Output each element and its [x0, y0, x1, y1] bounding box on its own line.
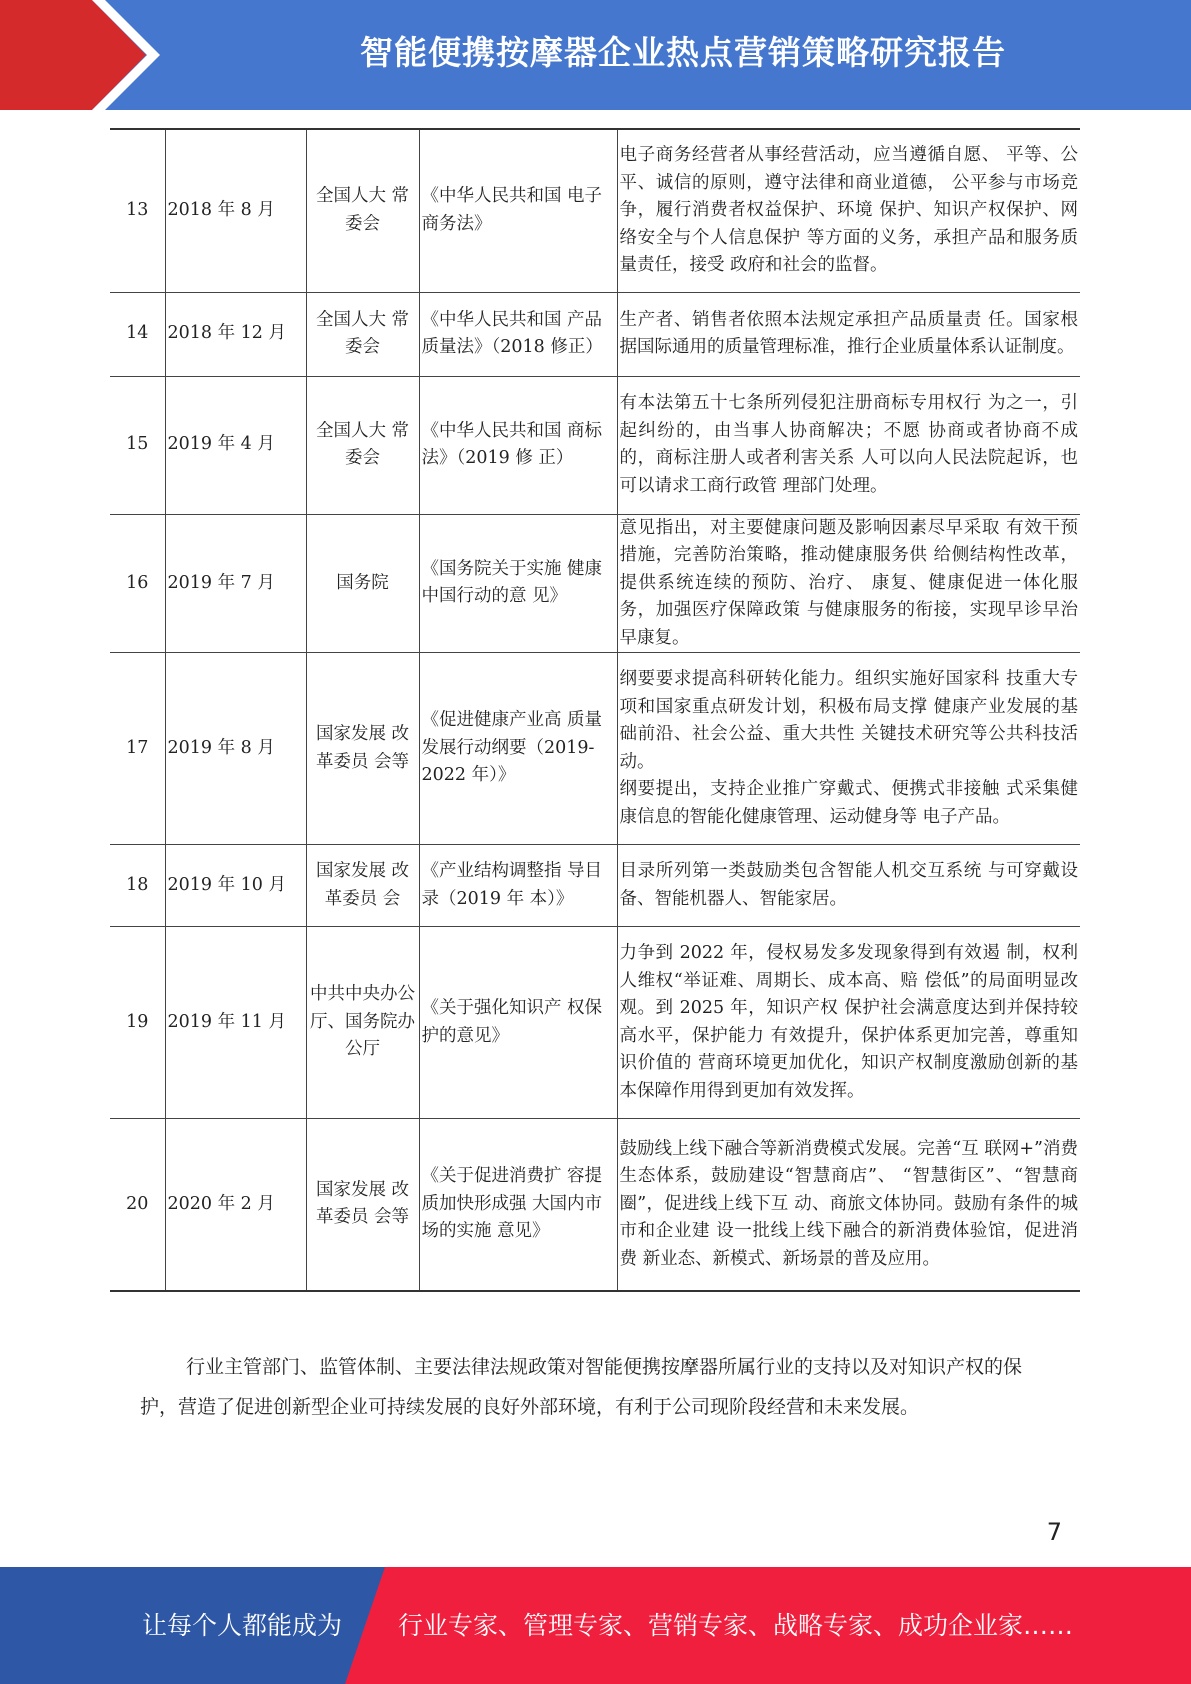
- row-description: 生产者、销售者依照本法规定承担产品质量责 任。国家根据国际通用的质量管理标准，推行企业质量体系认证制度。: [617, 292, 1080, 376]
- row-number: 19: [110, 927, 165, 1119]
- table-row: [110, 927, 1080, 1119]
- report-title: 智能便携按摩器企业热点营销策略研究报告: [360, 33, 1006, 72]
- row-policy-name: 《中华人民共和国 电子商务法》: [419, 129, 617, 292]
- row-number: 20: [110, 1119, 165, 1291]
- row-description: 有本法第五十七条所列侵犯注册商标专用权行 为之一，引起纠纷的，由当事人协商解决；不愿 协商或者协商不成的，商标注册人或者利害关系 人可以向人民法院起诉，也可以请求工商行政管 理部门处理。: [617, 376, 1080, 514]
- row-number: 16: [110, 514, 165, 653]
- table-row: [110, 845, 1080, 927]
- footer-slogan-left: 让每个人都能成为: [142, 1611, 343, 1640]
- row-department: 全国人大 常委会: [306, 376, 419, 514]
- row-number: 15: [110, 376, 165, 514]
- table-row: [110, 376, 1080, 514]
- summary-paragraph: 行业主管部门、监管体制、主要法律法规政策对智能便携按摩器所属行业的支持以及对知识产权的保护，营造了促进创新型企业可持续发展的良好外部环境，有利于公司现阶段经营和未来发展。: [140, 1356, 1023, 1418]
- row-department: 全国人大 常委会: [306, 292, 419, 376]
- page-header: [0, 0, 1191, 110]
- row-department: 国家发展 改革委员 会等: [306, 653, 419, 845]
- row-date: 2019 年 7 月: [165, 514, 306, 653]
- row-description: 电子商务经营者从事经营活动，应当遵循自愿、 平等、公平、诚信的原则，遵守法律和商业道德， 公平参与市场竞争，履行消费者权益保护、环境 保护、知识产权保护、网络安全与个人信息保护 等方面的义务，承担产品和服务质量责任，接受 政府和社会的监督。: [617, 129, 1080, 292]
- row-department: 全国人大 常委会: [306, 129, 419, 292]
- row-date: 2019 年 10 月: [165, 845, 306, 927]
- description-paragraph: 纲要提出，支持企业推广穿戴式、便携式非接触 式采集健康信息的智能化健康管理、运动健身等 电子产品。: [619, 779, 1078, 827]
- row-description: 目录所列第一类鼓励类包含智能人机交互系统 与可穿戴设备、智能机器人、智能家居。: [617, 845, 1080, 927]
- table-row: [110, 514, 1080, 653]
- row-policy-name: 《中华人民共和国 产品质量法》（2018 修正）: [419, 292, 617, 376]
- row-date: 2018 年 12 月: [165, 292, 306, 376]
- footer-slogan-right: 行业专家、管理专家、营销专家、战略专家、成功企业家……: [398, 1611, 1074, 1640]
- row-policy-name: 《促进健康产业高 质量发展行动纲要（2019-2022 年）》: [419, 653, 617, 845]
- table-row: [110, 653, 1080, 845]
- row-date: 2020 年 2 月: [165, 1119, 306, 1291]
- description-paragraph: 纲要要求提高科研转化能力。组织实施好国家科 技重大专项和国家重点研发计划，积极布局支撑 健康产业发展的基础前沿、社会公益、重大共性 关键技术研究等公共科技活动。: [619, 669, 1078, 772]
- table-row: [110, 292, 1080, 376]
- page-number: 7: [1046, 1518, 1062, 1546]
- table-row: [110, 1119, 1080, 1291]
- row-department: 国家发展 改革委员 会等: [306, 1119, 419, 1291]
- row-number: 18: [110, 845, 165, 927]
- policy-table: [110, 128, 1080, 1292]
- table-row: [110, 129, 1080, 292]
- row-description: [617, 653, 1080, 845]
- row-department: 国务院: [306, 514, 419, 653]
- row-policy-name: 《产业结构调整指 导目录（2019 年 本）》: [419, 845, 617, 927]
- row-policy-name: 《关于强化知识产 权保护的意见》: [419, 927, 617, 1119]
- row-number: 17: [110, 653, 165, 845]
- row-date: 2019 年 11 月: [165, 927, 306, 1119]
- header-red-block: [0, 0, 150, 110]
- row-policy-name: 《关于促进消费扩 容提质加快形成强 大国内市场的实施 意见》: [419, 1119, 617, 1291]
- row-policy-name: 《中华人民共和国 商标法》（2019 修 正）: [419, 376, 617, 514]
- row-description: 意见指出，对主要健康问题及影响因素尽早采取 有效干预措施，完善防治策略，推动健康服务供 给侧结构性改革，提供系统连续的预防、治疗、 康复、健康促进一体化服务，加强医疗保障政策 与健康服务的衔接，实现早诊早治早康复。: [617, 514, 1080, 653]
- row-date: 2018 年 8 月: [165, 129, 306, 292]
- row-department: 中共中央办公厅、国务院办 公厅: [306, 927, 419, 1119]
- row-description: 力争到 2022 年，侵权易发多发现象得到有效遏 制，权利人维权“举证难、周期长、成本高、赔 偿低”的局面明显改观。到 2025 年，知识产权 保护社会满意度达到并保持较高水平，保护能力 有效提升，保护体系更加完善，尊重知识价值的 营商环境更加优化，知识产权制度激励创新的基 本保障作用得到更加有效发挥。: [617, 927, 1080, 1119]
- row-department: 国家发展 改革委员 会: [306, 845, 419, 927]
- page-footer: [0, 1567, 1191, 1684]
- row-number: 14: [110, 292, 165, 376]
- row-number: 13: [110, 129, 165, 292]
- row-policy-name: 《国务院关于实施 健康中国行动的意 见》: [419, 514, 617, 653]
- row-description: 鼓励线上线下融合等新消费模式发展。完善“互 联网+”消费生态体系，鼓励建设“智慧商店”、 “智慧街区”、“智慧商圈”，促进线上线下互 动、商旅文体协同。鼓励有条件的城市和企业建 设一批线上线下融合的新消费体验馆，促进消费 新业态、新模式、新场景的普及应用。: [617, 1119, 1080, 1291]
- row-date: 2019 年 8 月: [165, 653, 306, 845]
- row-date: 2019 年 4 月: [165, 376, 306, 514]
